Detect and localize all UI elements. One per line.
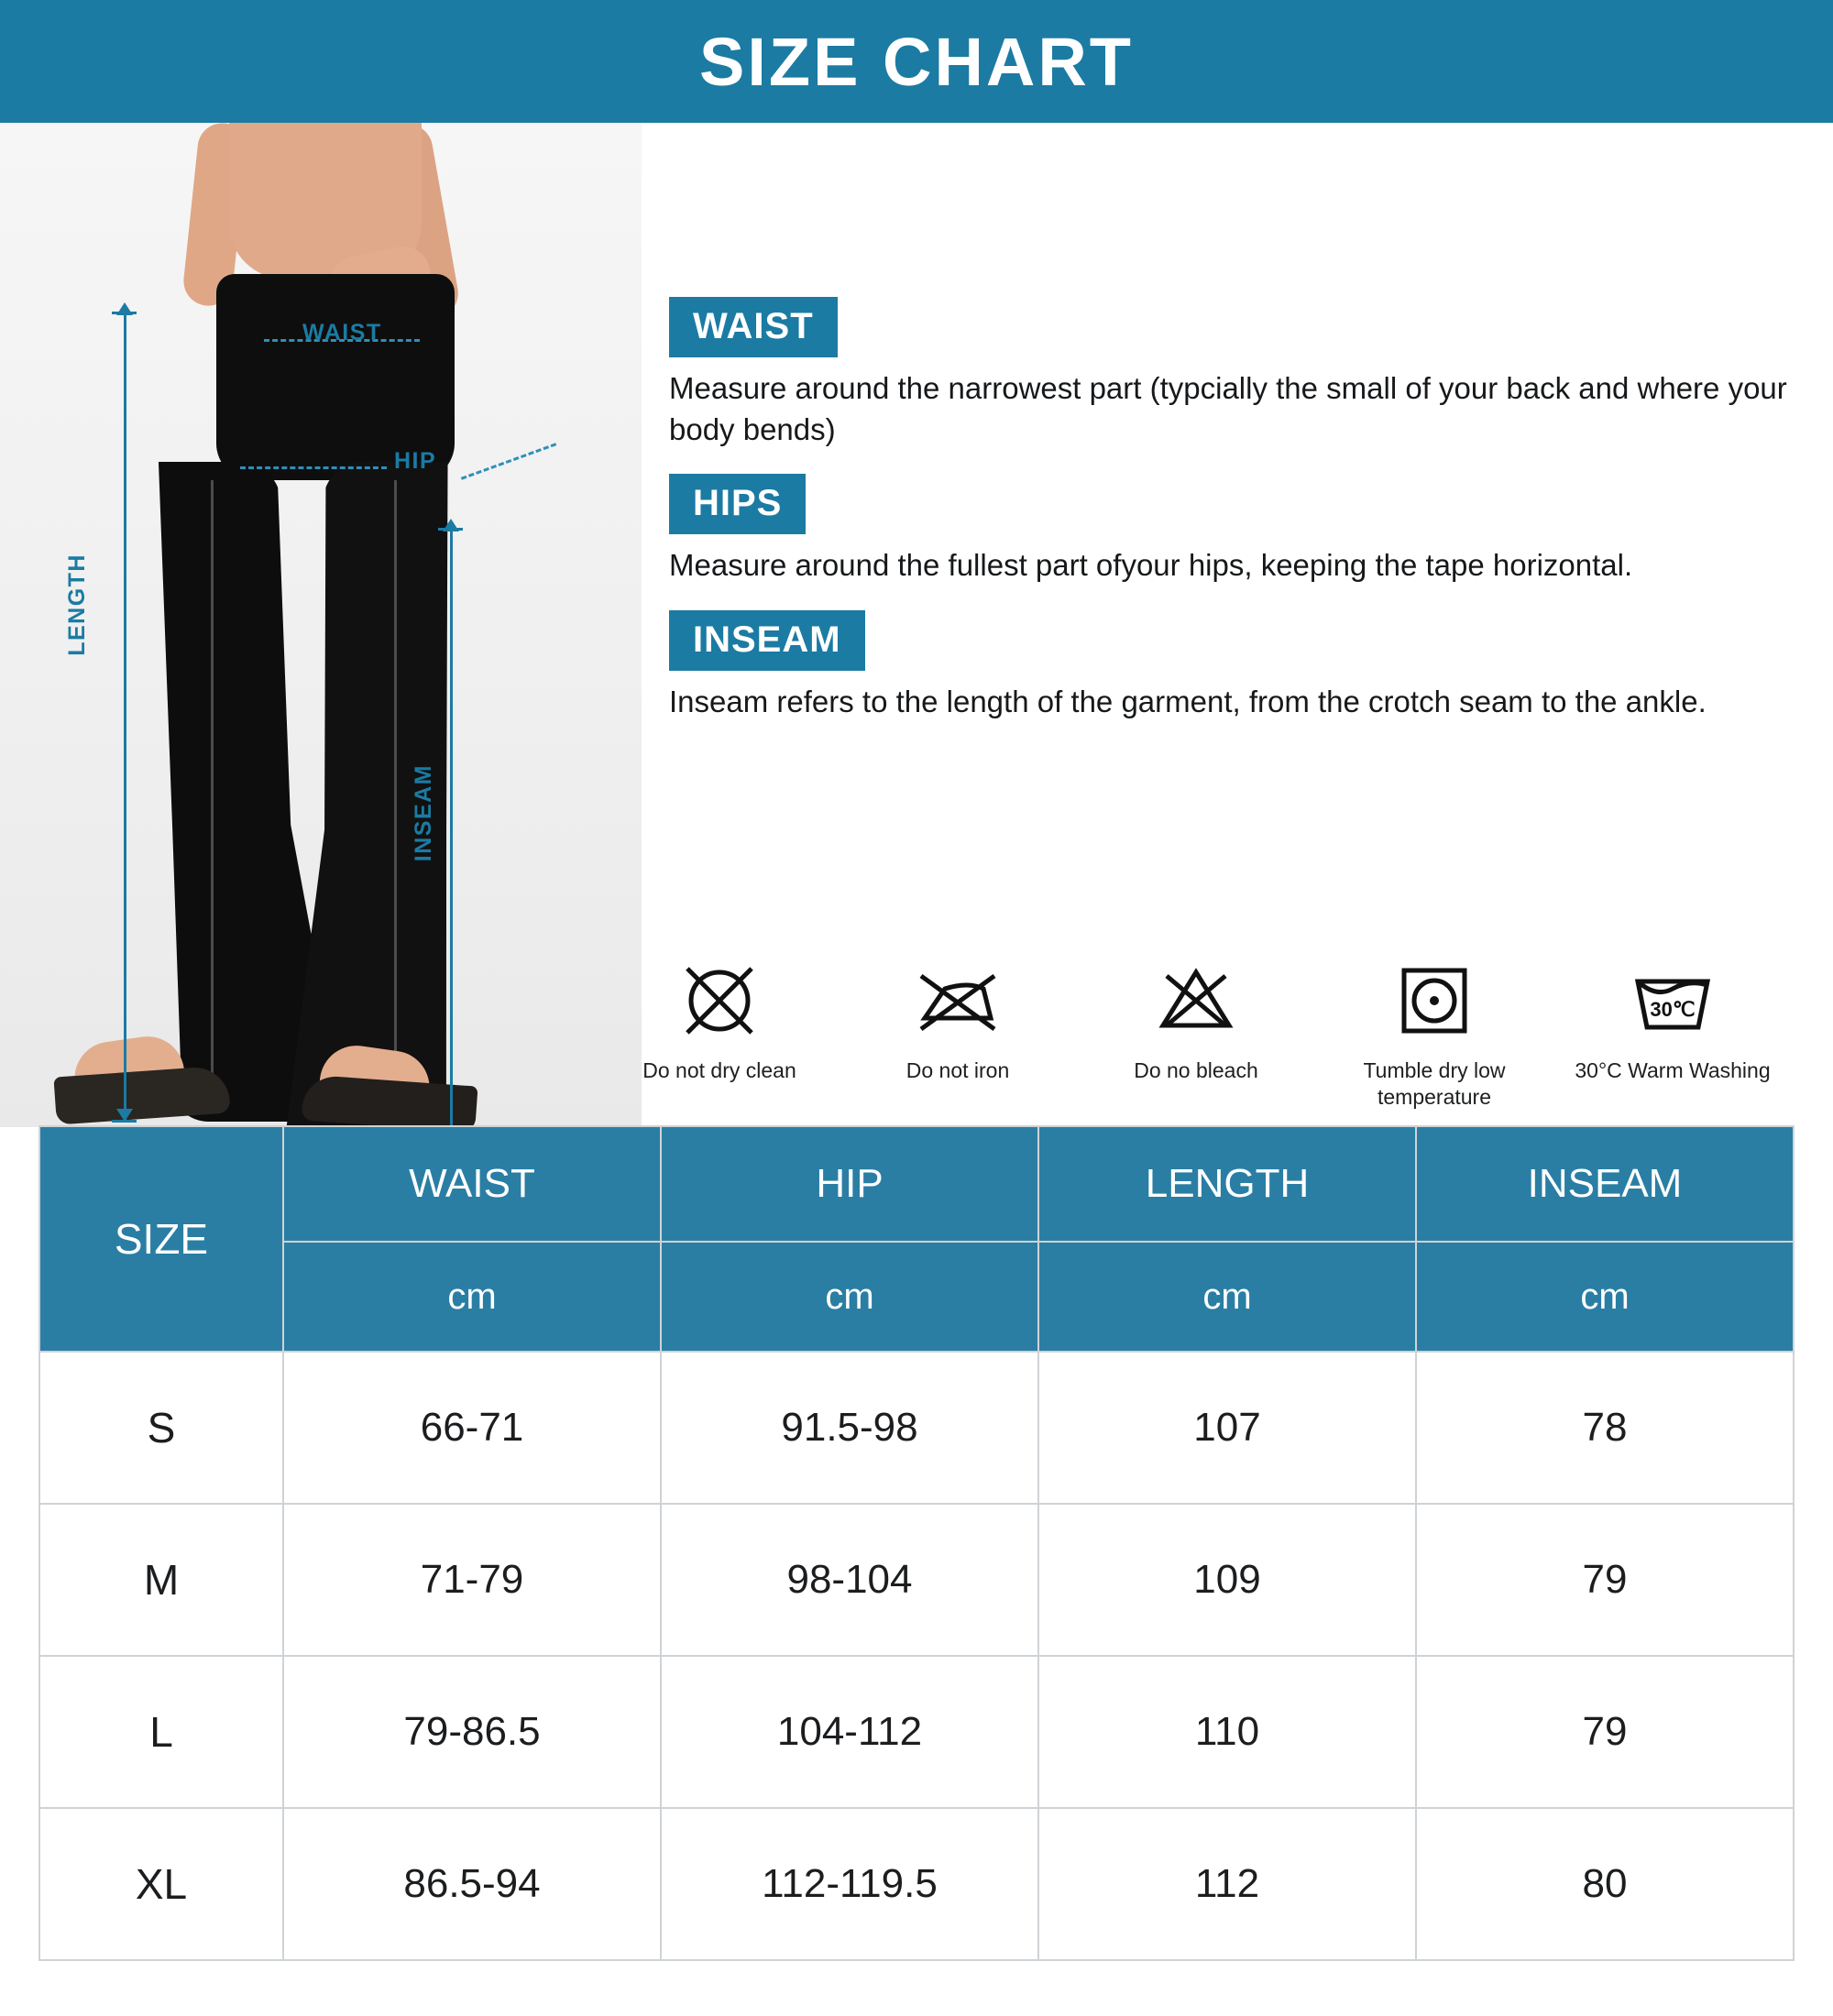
table-unit-waist: cm (283, 1242, 661, 1352)
measurement-instructions (669, 297, 1796, 746)
do-not-dry-clean-icon (680, 957, 759, 1045)
tumble-dry-low-icon (1395, 957, 1474, 1045)
table-header-waist: WAIST (283, 1126, 661, 1242)
cell-hip-l: 104-112 (661, 1656, 1038, 1808)
care-label-bleach: Do no bleach (1134, 1058, 1258, 1082)
cell-size-s: S (39, 1352, 283, 1504)
cell-hip-m: 98-104 (661, 1504, 1038, 1656)
instruction-block-waist (669, 297, 1796, 450)
cell-length-l: 110 (1038, 1656, 1416, 1808)
cell-hip-s: 91.5-98 (661, 1352, 1038, 1504)
cell-length-s: 107 (1038, 1352, 1416, 1504)
cell-hip-xl: 112-119.5 (661, 1808, 1038, 1960)
hip-label: HIP (394, 448, 437, 474)
table-header-row (39, 1126, 1794, 1242)
care-instructions-row (605, 957, 1787, 1111)
table-header-hip: HIP (661, 1126, 1038, 1242)
table-row (39, 1656, 1794, 1808)
size-table (38, 1125, 1795, 1961)
cell-length-xl: 112 (1038, 1808, 1416, 1960)
inseam-label: INSEAM (411, 764, 436, 862)
care-item-bleach (1081, 957, 1311, 1084)
upper-section (0, 123, 1833, 1127)
length-measure-line (124, 313, 126, 1120)
care-label-tumble-dry: Tumble dry low temperature (1363, 1058, 1506, 1109)
table-row (39, 1504, 1794, 1656)
care-label-iron: Do not iron (906, 1058, 1010, 1082)
table-row (39, 1808, 1794, 1960)
length-arrow-top (116, 302, 133, 315)
instruction-text-waist: Measure around the narrowest part (typcially the small of your back and where your body bends) (669, 371, 1787, 446)
seam-left (211, 480, 214, 1103)
seam-right (394, 480, 397, 1112)
table-unit-row (39, 1242, 1794, 1352)
care-item-iron (843, 957, 1072, 1084)
size-table-wrapper (38, 1125, 1795, 1961)
instruction-tag-waist: WAIST (669, 297, 838, 357)
inseam-measure-line (450, 530, 453, 1127)
care-label-warm-washing: 30°C Warm Washing (1575, 1058, 1771, 1082)
page-header (0, 0, 1833, 123)
cell-waist-l: 79-86.5 (283, 1656, 661, 1808)
length-bottom-cap (112, 1120, 137, 1123)
instruction-block-hips (669, 474, 1796, 586)
inseam-arrow-top (443, 519, 459, 531)
table-header-length: LENGTH (1038, 1126, 1416, 1242)
warm-washing-30c-icon (1629, 957, 1717, 1045)
cell-inseam-xl: 80 (1416, 1808, 1794, 1960)
care-item-dry-clean (605, 957, 834, 1084)
cell-size-m: M (39, 1504, 283, 1656)
cell-inseam-l: 79 (1416, 1656, 1794, 1808)
hip-dash-left (240, 466, 387, 469)
svg-text:30℃: 30℃ (1650, 998, 1696, 1021)
table-row (39, 1352, 1794, 1504)
instruction-text-hips: Measure around the fullest part ofyour hips, keeping the tape horizontal. (669, 548, 1633, 583)
do-not-iron-icon (914, 957, 1002, 1045)
instruction-block-inseam (669, 610, 1796, 723)
table-header-size: SIZE (39, 1126, 283, 1352)
instruction-tag-inseam: INSEAM (669, 610, 865, 671)
care-item-warm-washing (1558, 957, 1787, 1084)
page-title: SIZE CHART (699, 23, 1134, 100)
cell-inseam-m: 79 (1416, 1504, 1794, 1656)
table-unit-inseam: cm (1416, 1242, 1794, 1352)
cell-size-l: L (39, 1656, 283, 1808)
length-label: LENGTH (64, 553, 90, 656)
waist-label: WAIST (302, 320, 382, 345)
instruction-text-inseam: Inseam refers to the length of the garment, from the crotch seam to the ankle. (669, 684, 1707, 718)
cell-waist-s: 66-71 (283, 1352, 661, 1504)
table-unit-length: cm (1038, 1242, 1416, 1352)
table-header-inseam: INSEAM (1416, 1126, 1794, 1242)
cell-waist-xl: 86.5-94 (283, 1808, 661, 1960)
care-item-tumble-dry (1320, 957, 1549, 1111)
instruction-tag-hips: HIPS (669, 474, 806, 534)
cell-inseam-s: 78 (1416, 1352, 1794, 1504)
do-not-bleach-icon (1154, 957, 1238, 1045)
cell-length-m: 109 (1038, 1504, 1416, 1656)
model-diagram (0, 123, 642, 1127)
table-unit-hip: cm (661, 1242, 1038, 1352)
cell-waist-m: 71-79 (283, 1504, 661, 1656)
cell-size-xl: XL (39, 1808, 283, 1960)
care-label-dry-clean: Do not dry clean (642, 1058, 796, 1082)
